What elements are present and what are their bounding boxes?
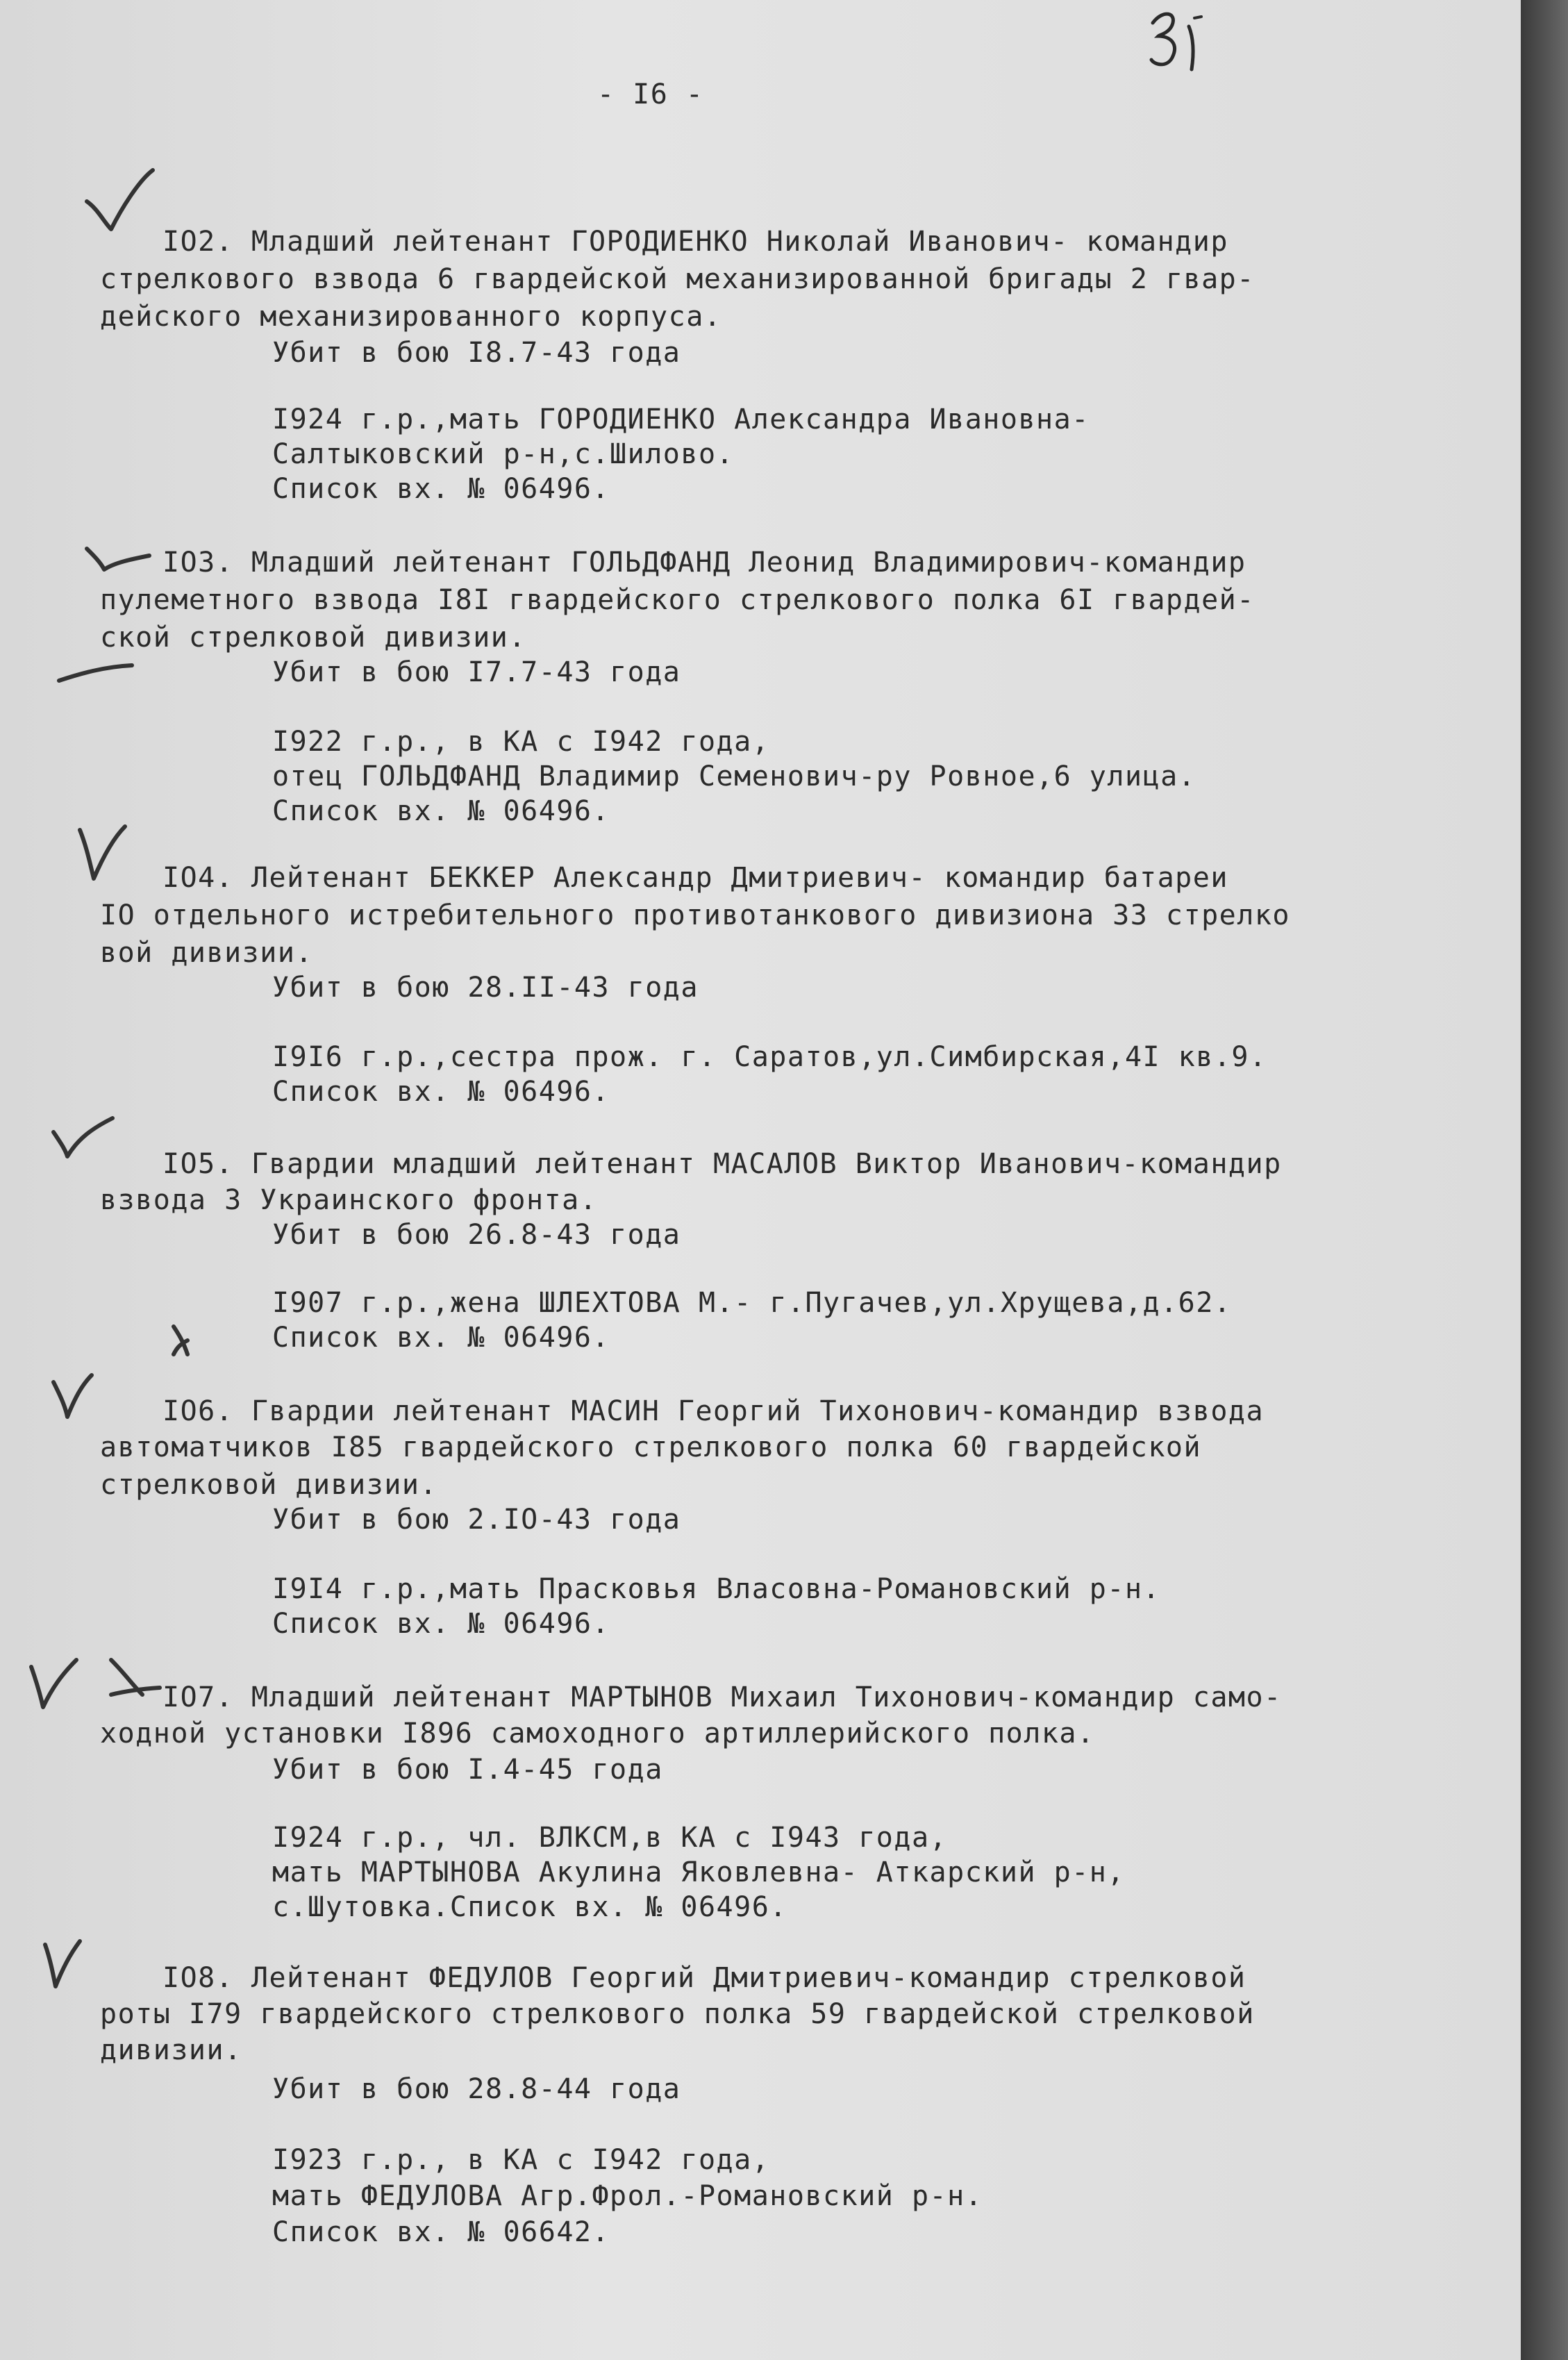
entry-killed: Убит в бою I.4-45 года xyxy=(272,1754,663,1786)
entry-line: автоматчиков I85 гвардейского стрелкового полка 60 гвардейской xyxy=(100,1431,1202,1463)
checkmark-icon xyxy=(83,535,167,604)
entry-line: вой дивизии. xyxy=(100,937,313,969)
entry-line: IO3. Младший лейтенант ГОЛЬДФАНД Леонид Владимирович-командир xyxy=(162,547,1246,579)
entry-line: IO5. Гвардии младший лейтенант МАСАЛОВ Виктор Иванович-командир xyxy=(162,1148,1282,1180)
entry-detail: I924 г.р.,мать ГОРОДИЕНКО Александра Ивановна- xyxy=(272,404,1090,435)
entry-line: стрелковой дивизии. xyxy=(100,1469,438,1501)
handwritten-dash xyxy=(56,653,139,722)
entry-detail: I9I6 г.р.,сестра прож. г. Саратов,ул.Симбирская,4I кв.9. xyxy=(272,1041,1267,1073)
handwritten-mark xyxy=(167,1320,250,1389)
entry-line: пулеметного взвода I8I гвардейского стрелкового полка 6I гвардей- xyxy=(100,584,1255,616)
page-edge xyxy=(1521,0,1568,2360)
checkmark-icon xyxy=(28,1653,111,1722)
entry-line: ходной установки I896 самоходного артиллерийского полка. xyxy=(100,1718,1095,1750)
entry-killed: Убит в бою 28.8-44 года xyxy=(272,2073,681,2105)
entry-detail: мать МАРТЫНОВА Акулина Яковлевна- Аткарский р-н, xyxy=(272,1856,1125,1888)
entry-line: IO2. Младший лейтенант ГОРОДИЕНКО Николай Иванович- командир xyxy=(162,226,1228,258)
entry-line: IO4. Лейтенант БЕККЕР Александр Дмитриевич- командир батареи xyxy=(162,862,1228,894)
entry-killed: Убит в бою 26.8-43 года xyxy=(272,1219,681,1251)
entry-detail: Салтыковский р-н,с.Шилово. xyxy=(272,438,735,470)
entry-killed: Убит в бою I7.7-43 года xyxy=(272,656,681,688)
entry-detail: I922 г.р., в КА с I942 года, xyxy=(272,726,770,758)
entry-line: IO6. Гвардии лейтенант МАСИН Георгий Тихонович-командир взвода xyxy=(162,1395,1265,1427)
entry-line: IO8. Лейтенант ФЕДУЛОВ Георгий Дмитриевич-командир стрелковой xyxy=(162,1962,1246,1994)
entry-detail: отец ГОЛЬДФАНД Владимир Семенович-ру Ровное,6 улица. xyxy=(272,761,1196,792)
entry-detail: Список вх. № 06496. xyxy=(272,795,610,827)
entry-killed: Убит в бою 2.IO-43 года xyxy=(272,1504,681,1536)
checkmark-icon xyxy=(42,1931,125,2000)
checkmark-icon xyxy=(76,820,160,889)
entry-killed: Убит в бою 28.II-43 года xyxy=(272,972,699,1004)
entry-detail: Список вх. № 06496. xyxy=(272,1322,610,1354)
entry-detail: I907 г.р.,жена ШЛЕХТОВА М.- г.Пугачев,ул.Хрущева,д.62. xyxy=(272,1287,1232,1319)
entry-line: дивизии. xyxy=(100,2034,242,2066)
entry-detail: Список вх. № 06496. xyxy=(272,1608,610,1640)
entry-line: роты I79 гвардейского стрелкового полка 59 гвардейской стрелковой xyxy=(100,1998,1255,2030)
handwritten-sheet-number xyxy=(1146,6,1222,75)
checkmark-icon xyxy=(83,167,167,236)
entry-line: дейского механизированного корпуса. xyxy=(100,301,722,333)
entry-line: IO7. Младший лейтенант МАРТЫНОВ Михаил Тихонович-командир само- xyxy=(162,1681,1282,1713)
entry-detail: Список вх. № 06496. xyxy=(272,1076,610,1108)
entry-detail: I923 г.р., в КА с I942 года, xyxy=(272,2144,770,2176)
checkmark-icon xyxy=(50,1368,133,1438)
entry-detail: I924 г.р., чл. ВЛКСМ,в КА с I943 года, xyxy=(272,1822,948,1854)
entry-line: ской стрелковой дивизии. xyxy=(100,622,526,654)
entry-detail: с.Шутовка.Список вх. № 06496. xyxy=(272,1891,787,1923)
entry-line: IO отдельного истребительного противотанкового дивизиона 33 стрелко xyxy=(100,899,1290,931)
entry-killed: Убит в бою I8.7-43 года xyxy=(272,337,681,369)
entry-detail: Список вх. № 06496. xyxy=(272,473,610,505)
entry-detail: I9I4 г.р.,мать Прасковья Власовна-Романовский р-н. xyxy=(272,1573,1161,1605)
entry-detail: Список вх. № 06642. xyxy=(272,2216,610,2248)
checkmark-icon xyxy=(50,1111,133,1181)
handwritten-mark xyxy=(104,1653,187,1722)
entry-detail: мать ФЕДУЛОВА Агр.Фрол.-Романовский р-н. xyxy=(272,2180,983,2212)
entry-line: взвода 3 Украинского фронта. xyxy=(100,1184,598,1216)
page-number: - I6 - xyxy=(597,78,704,110)
entry-line: стрелкового взвода 6 гвардейской механизированной бригады 2 гвар- xyxy=(100,263,1255,295)
